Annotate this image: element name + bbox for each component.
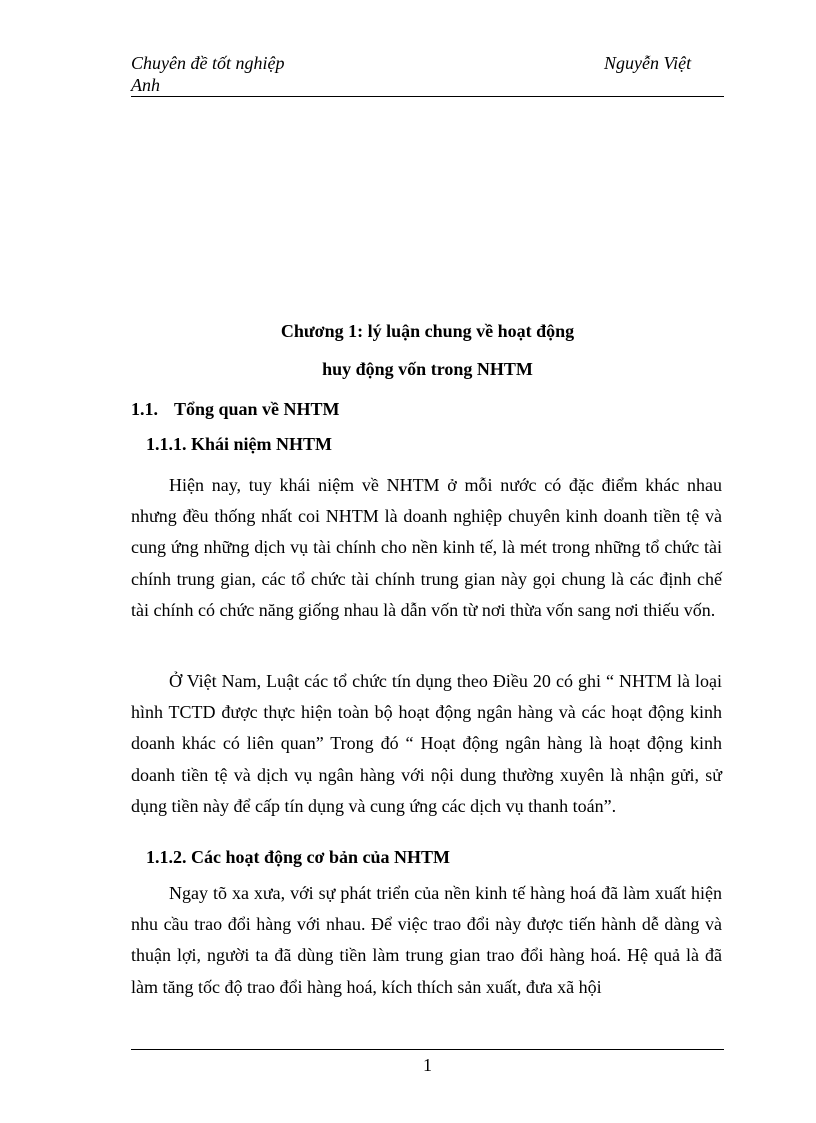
chapter-title-line1: Chương 1: lý luận chung về hoạt động: [280, 321, 575, 341]
header-author-name: Nguyễn Việt: [604, 53, 692, 73]
page-number: 1: [423, 1055, 432, 1075]
paragraph-basic-activities: Ngay tõ xa xưa, với sự phát triển của nền kinh tế hàng hoá đã làm xuất hiện nhu cầu trao đổi hàng với nhau. Để việc trao đổi này được tiến hành dễ dàng và thuận lợi, người ta đã dùng tiền làm trung gian trao đổi hàng hoá. Hệ quả là đã làm tăng tốc độ trao đổi hàng hoá, kích thích sản xuất, đưa xã hội: [131, 883, 722, 997]
paragraph-definition: Hiện nay, tuy khái niệm về NHTM ở mỗi nước có đặc điểm khác nhau nhưng đều thống nhất coi NHTM là doanh nghiệp chuyên kinh doanh tiền tệ và cung ứng những dịch vụ tài chính cho nền kinh tế, là mét trong những tổ chức tài chính trung gian, các tổ chức tài chính trung gian này gọi chung là các định chế tài chính có chức năng giống nhau là dẫn vốn từ nơi thừa vốn sang nơi thiếu vốn.: [131, 475, 722, 620]
header-divider: [131, 96, 724, 97]
subsection-heading-1-1-1: 1.1.1. Khái niệm NHTM: [146, 434, 333, 454]
header-author-firstname: Anh: [131, 75, 160, 95]
chapter-title-line2: huy động vốn trong NHTM: [322, 359, 533, 379]
section-number: 1.1.: [131, 399, 158, 419]
footer-divider: [131, 1049, 724, 1050]
page-header: [131, 52, 724, 98]
section-heading-1-1: [131, 398, 340, 420]
section-title: Tổng quan về NHTM: [174, 399, 340, 419]
subsection-heading-1-1-2: 1.1.2. Các hoạt động cơ bản của NHTM: [146, 847, 450, 867]
header-document-type: Chuyên đề tốt nghiệp: [131, 53, 285, 73]
header-left: [131, 52, 351, 96]
paragraph-vietnam-law: Ở Việt Nam, Luật các tổ chức tín dụng theo Điều 20 có ghi “ NHTM là loại hình TCTD được thực hiện toàn bộ hoạt động ngân hàng và các hoạt động kinh doanh khác có liên quan” Trong đó “ Hoạt động ngân hàng là hoạt động kinh doanh tiền tệ và dịch vụ ngân hàng với nội dung thường xuyên là nhận gửi, sử dụng tiền này để cấp tín dụng và cung ứng các dịch vụ thanh toán”.: [131, 671, 722, 816]
